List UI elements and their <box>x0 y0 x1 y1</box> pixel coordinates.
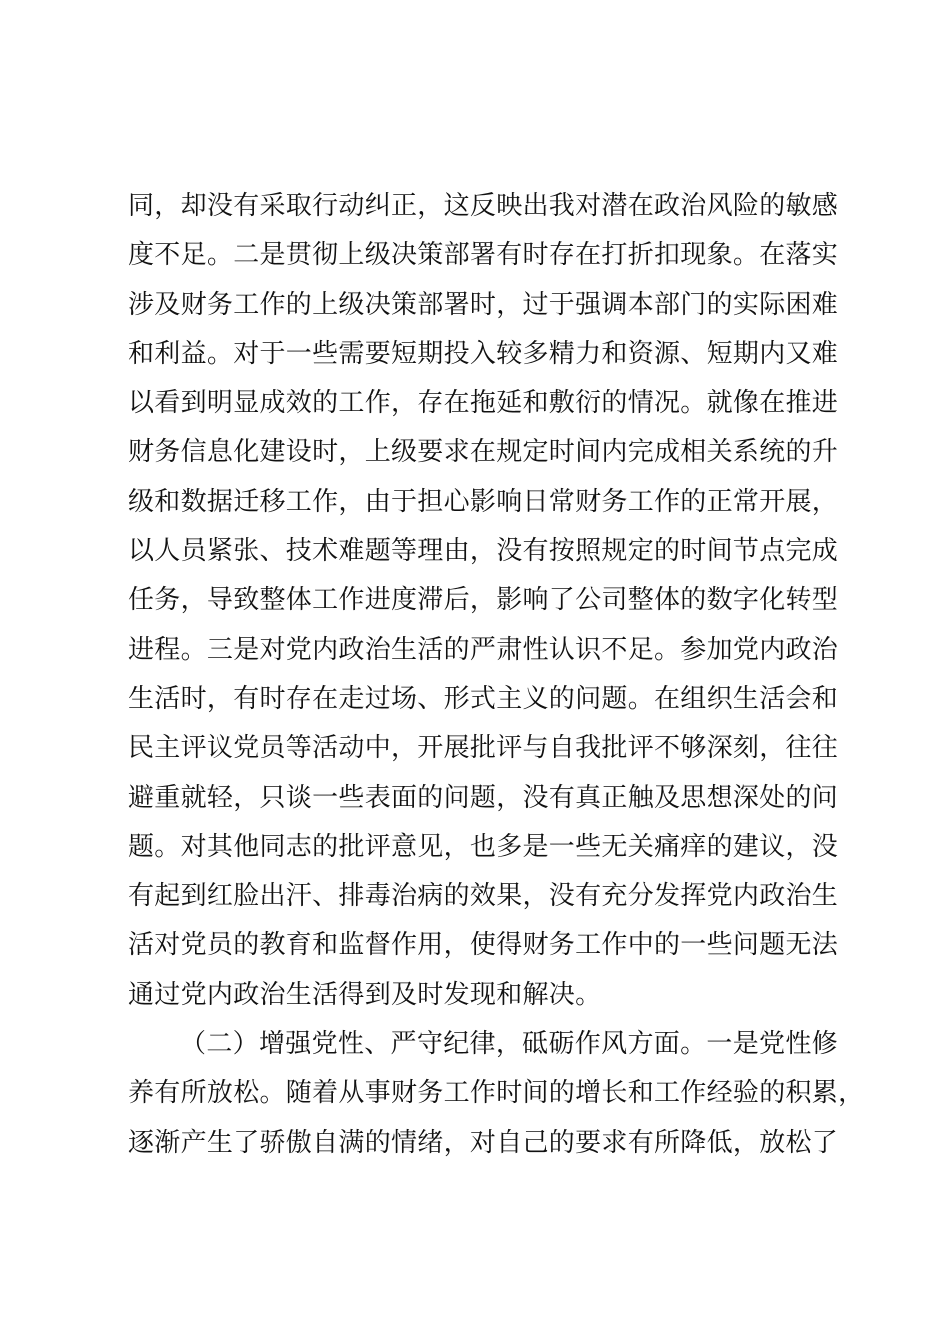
text-line: 逐渐产生了骄傲自满的情绪，对自己的要求有所降低，放松了 <box>128 1127 839 1158</box>
text-line: 财务信息化建设时，上级要求在规定时间内完成相关系统的升 <box>128 437 839 468</box>
text-line: 避重就轻，只谈一些表面的问题，没有真正触及思想深处的问 <box>128 782 839 813</box>
text-line: 以看到明显成效的工作，存在拖延和敷衍的情况。就像在推进 <box>128 388 839 419</box>
text-line: 以人员紧张、技术难题等理由，没有按照规定的时间节点完成 <box>128 536 839 567</box>
text-line: 民主评议党员等活动中，开展批评与自我批评不够深刻，往往 <box>128 733 839 764</box>
text-line: 涉及财务工作的上级决策部署时，过于强调本部门的实际困难 <box>128 289 839 320</box>
text-line-section-heading: （二）增强党性、严守纪律，砥砺作风方面。一是党性修 <box>180 1029 838 1060</box>
text-line: 有起到红脸出汗、排毒治病的效果，没有充分发挥党内政治生 <box>128 881 839 912</box>
text-line: 级和数据迁移工作，由于担心影响日常财务工作的正常开展， <box>128 486 839 517</box>
text-line: 度不足。二是贯彻上级决策部署有时存在打折扣现象。在落实 <box>128 240 839 271</box>
text-line: 和利益。对于一些需要短期投入较多精力和资源、短期内又难 <box>128 338 839 369</box>
body-text <box>128 182 865 1168</box>
text-line: 活对党员的教育和监督作用，使得财务工作中的一些问题无法 <box>128 930 839 961</box>
text-line: 题。对其他同志的批评意见，也多是一些无关痛痒的建议，没 <box>128 831 839 862</box>
text-line-paragraph-end: 通过党内政治生活得到及时发现和解决。 <box>128 979 602 1010</box>
text-line: 同，却没有采取行动纠正，这反映出我对潜在政治风险的敏感 <box>128 191 839 221</box>
text-line: 进程。三是对党内政治生活的严肃性认识不足。参加党内政治 <box>128 634 839 665</box>
text-line: 养有所放松。随着从事财务工作时间的增长和工作经验的积累， <box>128 1078 865 1109</box>
text-line: 任务，导致整体工作进度滞后，影响了公司整体的数字化转型 <box>128 585 839 616</box>
text-line: 生活时，有时存在走过场、形式主义的问题。在组织生活会和 <box>128 683 839 714</box>
